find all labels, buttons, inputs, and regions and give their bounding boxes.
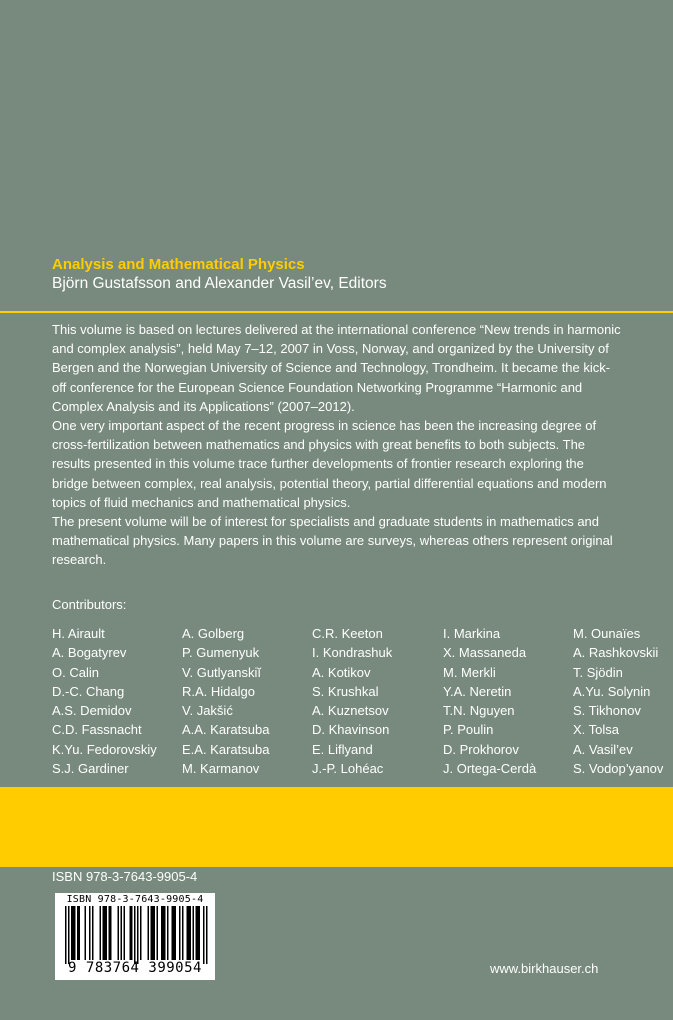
barcode-bar xyxy=(130,906,132,960)
barcode-bar xyxy=(79,906,81,960)
barcode-bar xyxy=(103,906,105,960)
contributor-name: E. Liflyand xyxy=(312,741,373,757)
series-title: Analysis and Mathematical Physics xyxy=(52,256,305,273)
contributor-name: A. Kotikov xyxy=(312,664,371,680)
contributor-name: A.S. Demidov xyxy=(52,703,132,719)
contributors-column-2 xyxy=(182,624,269,778)
barcode-bar xyxy=(197,906,199,960)
barcode-bar xyxy=(124,906,126,960)
contributor-name: M. Karmanov xyxy=(182,761,260,777)
contributors-column-4 xyxy=(443,624,536,778)
barcode-bar xyxy=(151,906,153,960)
contributor-name: V. Gutlyanskiĭ xyxy=(182,664,262,680)
contributor-name: D. Khavinson xyxy=(312,722,390,738)
contributor-name: A. Vasil’ev xyxy=(573,741,633,757)
barcode-bar xyxy=(71,906,73,960)
contributor-name: K.Yu. Fedorovskiy xyxy=(52,741,157,757)
barcode-bar xyxy=(134,906,136,964)
barcode-bar xyxy=(172,906,174,960)
description-paragraph: One very important aspect of the recent progress in science has been the increasing degree of cross-fertilization between mathematics and physics with great benefits to both subjects. The results presented in this volume trace further developments of frontier research exploring the bridge between complex, real analysis, potential theory, partial differential equations and modern topics of fluid mechanics and mathematical physics. xyxy=(52,418,607,510)
contributor-name: X. Tolsa xyxy=(573,722,620,738)
contributor-name: S. Vodop’yanov xyxy=(573,761,664,777)
contributor-name: C.R. Keeton xyxy=(312,626,383,641)
barcode-bar xyxy=(73,906,75,960)
contributor-name: D.-C. Chang xyxy=(52,683,125,699)
barcode-bar xyxy=(182,906,184,960)
barcode-bar xyxy=(179,906,181,960)
description-paragraph: The present volume will be of interest for specialists and graduate students in mathematics and mathematical physics. Many papers in this volume are surveys, whereas others represent original research. xyxy=(52,514,613,568)
barcode-bar xyxy=(193,906,195,960)
isbn-label: ISBN 978-3-7643-9905-4 xyxy=(52,869,198,884)
contributor-name: S.J. Gardiner xyxy=(52,761,129,777)
barcode-digits: 9 783764 399054 xyxy=(68,960,202,976)
barcode-bar xyxy=(152,906,154,960)
yellow-divider-line xyxy=(0,311,673,313)
barcode-bar xyxy=(104,906,106,960)
barcode-bar xyxy=(203,906,205,964)
contributor-name: A.Yu. Solynin xyxy=(573,683,651,699)
contributor-name: M. Ounaïes xyxy=(573,626,641,641)
contributor-name: M. Merkli xyxy=(443,664,496,680)
barcode xyxy=(55,893,215,980)
contributors-column-1 xyxy=(52,624,157,778)
barcode-bar xyxy=(187,906,189,960)
contributors-heading: Contributors: xyxy=(52,597,127,612)
barcode-bar xyxy=(89,906,91,960)
barcode-bar xyxy=(206,906,208,964)
contributor-name: A. Golberg xyxy=(182,626,245,641)
contributor-name: I. Markina xyxy=(443,626,501,641)
barcode-bar xyxy=(85,906,87,960)
contributor-name: V. Jakšić xyxy=(182,703,233,719)
contributor-name: P. Gumenyuk xyxy=(182,645,260,661)
barcode-bar xyxy=(137,906,139,964)
contributor-name: P. Poulin xyxy=(443,722,494,738)
barcode-bar xyxy=(106,906,108,960)
barcode-bar xyxy=(100,906,102,960)
barcode-bar xyxy=(175,906,177,960)
barcode-bar xyxy=(77,906,79,960)
contributor-name: A.A. Karatsuba xyxy=(182,722,270,738)
contributor-name: H. Airault xyxy=(52,626,105,641)
contributor-name: S. Krushkal xyxy=(312,683,379,699)
barcode-bars xyxy=(55,906,215,964)
barcode-bar xyxy=(190,906,192,960)
contributor-name: R.A. Hidalgo xyxy=(182,683,255,699)
barcode-bar xyxy=(196,906,198,960)
barcode-bar xyxy=(110,906,112,960)
contributor-name: T. Sjödin xyxy=(573,664,623,680)
barcode-bar xyxy=(157,906,159,960)
barcode-bar xyxy=(188,906,190,960)
barcode-bar xyxy=(140,906,142,960)
barcode-bar xyxy=(109,906,111,960)
publisher-url: www.birkhauser.ch xyxy=(490,961,599,976)
barcode-bar xyxy=(68,906,70,964)
contributors-column-5 xyxy=(573,624,663,778)
barcode-bar xyxy=(121,906,123,960)
barcode-bar xyxy=(154,906,156,960)
book-description xyxy=(52,320,622,570)
description-paragraph: This volume is based on lectures delivered at the international conference “New trends in harmonic and complex analysis”, held May 7–12, 2007 in Voss, Norway, and organized by the University of Bergen and the Norwegian University of Science and Technology, Trondheim. It became the kick-off conference for the European Science Foundation Networking Programme “Harmonic and Complex Analysis and its Applications” (2007–2012). xyxy=(52,322,621,414)
barcode-bar xyxy=(92,906,94,960)
contributor-name: A. Bogatyrev xyxy=(52,645,127,661)
barcode-bar xyxy=(118,906,120,960)
barcode-bar xyxy=(163,906,165,960)
contributor-name: J. Ortega-Cerdà xyxy=(443,761,537,777)
contributor-name: C.D. Fassnacht xyxy=(52,722,142,738)
barcode-bar xyxy=(167,906,169,960)
barcode-bar xyxy=(65,906,67,964)
contributor-name: D. Prokhorov xyxy=(443,741,519,757)
contributors-column-3 xyxy=(312,624,392,778)
contributor-name: J.-P. Lohéac xyxy=(312,761,384,777)
contributor-name: Y.A. Neretin xyxy=(443,683,512,699)
barcode-bar xyxy=(131,906,133,960)
contributor-name: T.N. Nguyen xyxy=(443,703,515,719)
barcode-bar xyxy=(173,906,175,960)
contributor-name: S. Tikhonov xyxy=(573,703,641,719)
barcode-bar xyxy=(199,906,201,960)
contributor-name: O. Calin xyxy=(52,664,99,680)
editors-line: Björn Gustafsson and Alexander Vasil’ev, Editors xyxy=(52,275,387,292)
contributor-name: I. Kondrashuk xyxy=(312,645,393,661)
yellow-band xyxy=(0,787,673,867)
contributor-name: X. Massaneda xyxy=(443,645,527,661)
contributor-name: A. Kuznetsov xyxy=(312,703,389,719)
barcode-bar xyxy=(161,906,163,960)
barcode-bar xyxy=(164,906,166,960)
barcode-bar xyxy=(74,906,76,960)
contributor-name: A. Rashkovskii xyxy=(573,645,659,661)
contributor-name: E.A. Karatsuba xyxy=(182,741,270,757)
barcode-bar xyxy=(148,906,150,960)
barcode-isbn-text: ISBN 978-3-7643-9905-4 xyxy=(66,894,204,905)
